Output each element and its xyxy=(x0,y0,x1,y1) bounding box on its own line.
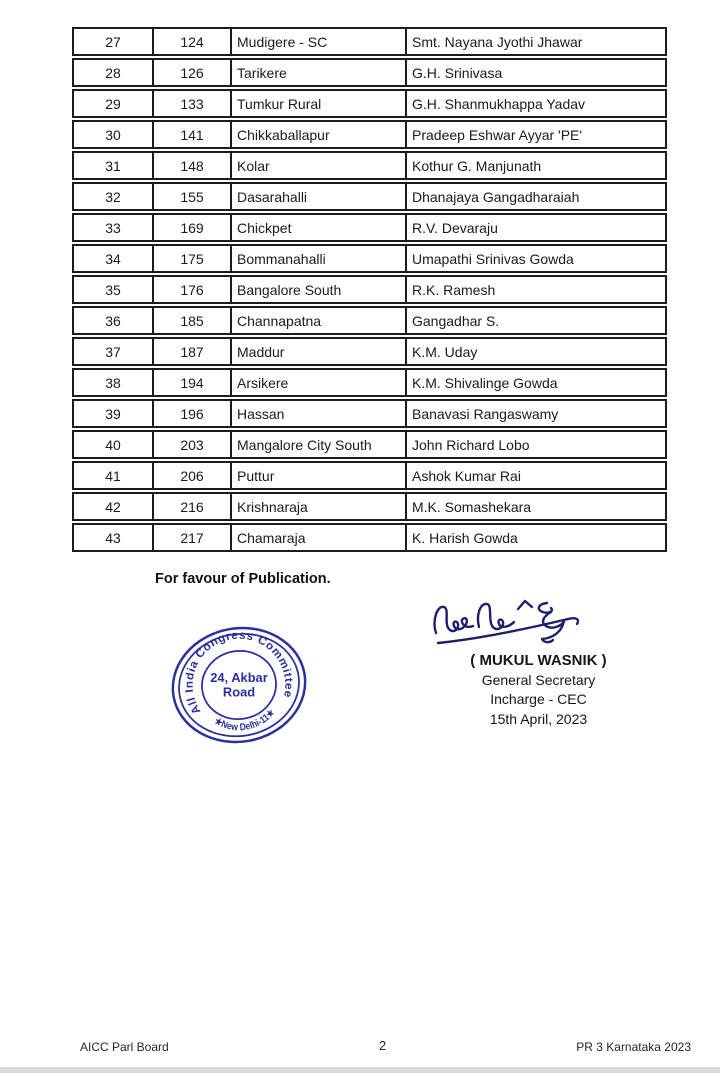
constituency-number: 216 xyxy=(152,494,230,519)
table-row xyxy=(72,58,667,87)
table-row xyxy=(72,182,667,211)
serial-number: 37 xyxy=(105,343,121,360)
table-row xyxy=(72,89,667,118)
signature-icon xyxy=(430,591,622,653)
table-row xyxy=(72,244,667,273)
constituency-number: 141 xyxy=(152,122,230,147)
table-row xyxy=(72,461,667,490)
constituency-name: Tarikere xyxy=(230,60,405,85)
constituency-name: Mangalore City South xyxy=(230,432,405,457)
constituency-name: Hassan xyxy=(230,401,405,426)
signature-stroke xyxy=(438,618,578,643)
table-row xyxy=(72,151,667,180)
candidate-name: John Richard Lobo xyxy=(405,432,665,457)
stamp-bottom-text: ★New Delhi-11★ xyxy=(212,706,279,734)
constituency-name: Puttur xyxy=(230,463,405,488)
table-row xyxy=(72,306,667,335)
stamp-address-line1: 24, Akbar xyxy=(210,669,268,685)
constituency-name: Bangalore South xyxy=(230,277,405,302)
serial-number: 39 xyxy=(105,405,121,422)
constituency-number: 194 xyxy=(152,370,230,395)
signatory-date: 15th April, 2023 xyxy=(489,710,588,727)
constituency-number: 217 xyxy=(152,525,230,550)
constituency-name: Chamaraja xyxy=(230,525,405,550)
constituency-number: 187 xyxy=(152,339,230,364)
table-row xyxy=(72,213,667,242)
serial-number: 32 xyxy=(105,188,121,205)
constituency-name: Krishnaraja xyxy=(230,494,405,519)
page-bottom-edge xyxy=(0,1067,720,1073)
candidate-name: Kothur G. Manjunath xyxy=(405,153,665,178)
serial-number: 41 xyxy=(105,467,121,484)
candidate-name: Dhanajaya Gangadharaiah xyxy=(405,184,665,209)
constituency-name: Channapatna xyxy=(230,308,405,333)
candidate-name: G.H. Srinivasa xyxy=(405,60,665,85)
table-row xyxy=(72,430,667,459)
footer-left-text: AICC Parl Board xyxy=(80,1040,169,1054)
candidate-name: Gangadhar S. xyxy=(405,308,665,333)
stamp-ring-text: All India Congress Committee xyxy=(183,629,295,716)
constituency-number: 206 xyxy=(152,463,230,488)
constituency-number: 148 xyxy=(152,153,230,178)
serial-number: 34 xyxy=(105,250,121,267)
table-row xyxy=(72,399,667,428)
candidate-name: K.M. Shivalinge Gowda xyxy=(405,370,665,395)
table-row xyxy=(72,275,667,304)
candidate-name: Ashok Kumar Rai xyxy=(405,463,665,488)
signatory-name: ( MUKUL WASNIK ) xyxy=(470,652,607,669)
candidate-name: R.K. Ramesh xyxy=(405,277,665,302)
aicc-seal-stamp-icon xyxy=(161,615,317,755)
candidate-name: Umapathi Srinivas Gowda xyxy=(405,246,665,271)
footer-right-text: PR 3 Karnataka 2023 xyxy=(576,1040,691,1054)
candidate-name: M.K. Somashekara xyxy=(405,494,665,519)
serial-number: 29 xyxy=(105,95,121,112)
candidate-name: K. Harish Gowda xyxy=(405,525,665,550)
candidate-name: Pradeep Eshwar Ayyar 'PE' xyxy=(405,122,665,147)
constituency-name: Tumkur Rural xyxy=(230,91,405,116)
constituency-name: Chickpet xyxy=(230,215,405,240)
constituency-name: Maddur xyxy=(230,339,405,364)
serial-number: 35 xyxy=(105,281,121,298)
constituency-number: 175 xyxy=(152,246,230,271)
table-row xyxy=(72,120,667,149)
serial-number: 27 xyxy=(105,33,121,50)
candidate-name: Banavasi Rangaswamy xyxy=(405,401,665,426)
table-row xyxy=(72,523,667,552)
signature-stroke xyxy=(478,604,514,629)
serial-number: 33 xyxy=(105,219,121,236)
serial-number: 28 xyxy=(105,64,121,81)
signatory-designation: General Secretary xyxy=(481,671,596,688)
candidate-table xyxy=(72,27,667,554)
candidate-name: R.V. Devaraju xyxy=(405,215,665,240)
constituency-name: Kolar xyxy=(230,153,405,178)
stamp-address-line2: Road xyxy=(222,684,256,700)
serial-number: 40 xyxy=(105,436,121,453)
signatory-role: Incharge - CEC xyxy=(490,691,587,707)
constituency-name: Arsikere xyxy=(230,370,405,395)
constituency-name: Mudigere - SC xyxy=(230,29,405,54)
serial-number: 30 xyxy=(105,126,121,143)
serial-number: 43 xyxy=(105,529,121,546)
constituency-number: 169 xyxy=(152,215,230,240)
candidate-name: Smt. Nayana Jyothi Jhawar xyxy=(405,29,665,54)
constituency-name: Bommanahalli xyxy=(230,246,405,271)
signatory-block xyxy=(436,651,641,729)
constituency-number: 126 xyxy=(152,60,230,85)
table-row xyxy=(72,27,667,56)
serial-number: 38 xyxy=(105,374,121,391)
table-row xyxy=(72,368,667,397)
signature-stroke xyxy=(435,607,473,633)
constituency-number: 124 xyxy=(152,29,230,54)
page-number: 2 xyxy=(379,1038,387,1053)
table-row xyxy=(72,492,667,521)
serial-number: 42 xyxy=(105,498,121,515)
candidate-name: K.M. Uday xyxy=(405,339,665,364)
serial-number: 36 xyxy=(105,312,121,329)
constituency-name: Dasarahalli xyxy=(230,184,405,209)
constituency-number: 133 xyxy=(152,91,230,116)
signature-stroke xyxy=(518,601,532,609)
table-row xyxy=(72,337,667,366)
constituency-number: 155 xyxy=(152,184,230,209)
constituency-name: Chikkaballapur xyxy=(230,122,405,147)
constituency-number: 196 xyxy=(152,401,230,426)
serial-number: 31 xyxy=(105,157,121,174)
constituency-number: 185 xyxy=(152,308,230,333)
publication-note: For favour of Publication. xyxy=(155,571,331,587)
candidate-name: G.H. Shanmukhappa Yadav xyxy=(405,91,665,116)
constituency-number: 203 xyxy=(152,432,230,457)
constituency-number: 176 xyxy=(152,277,230,302)
